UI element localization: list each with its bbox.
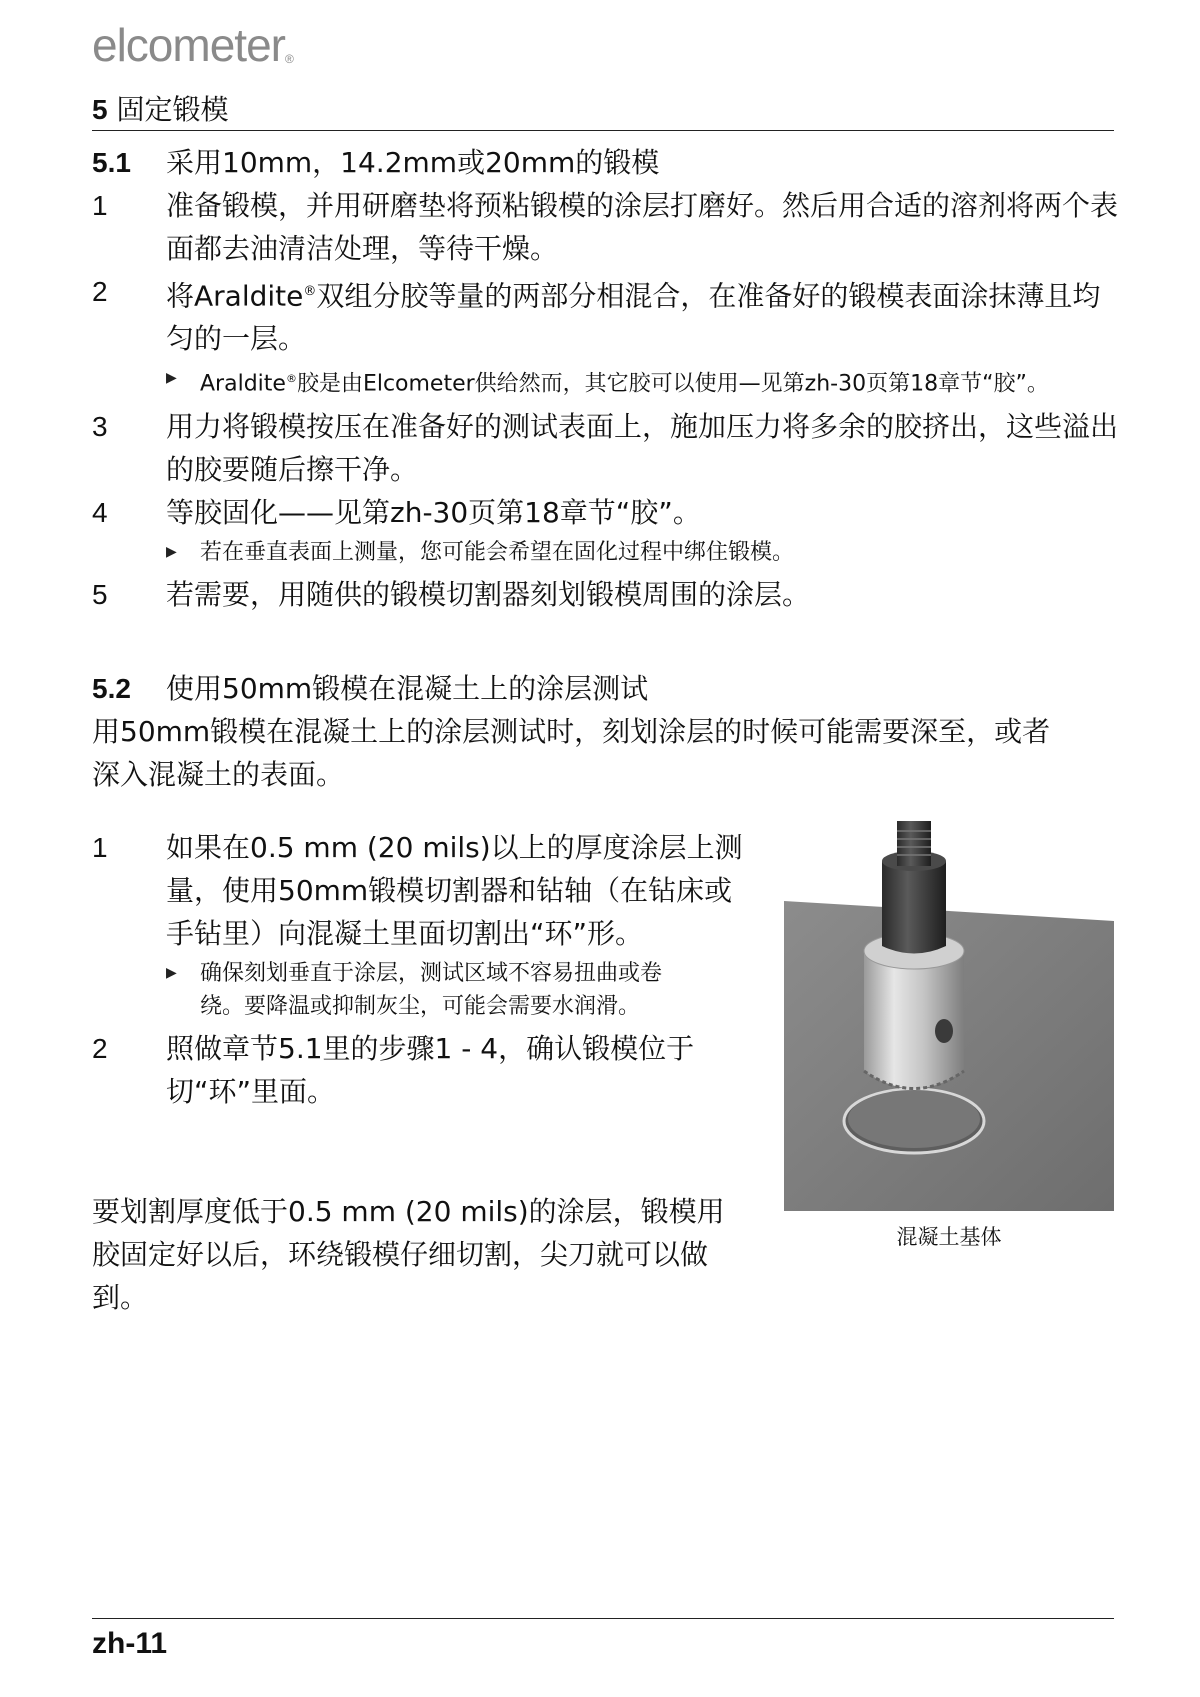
section-title: 使用50mm锻模在混凝土上的涂层测试 bbox=[166, 672, 649, 705]
section-number: 5.1 bbox=[92, 147, 131, 178]
dolly-cutter-figure bbox=[784, 821, 1114, 1251]
step-number: 5 bbox=[92, 578, 108, 610]
section-5-1 bbox=[92, 141, 1122, 616]
concrete-dolly-illustration bbox=[784, 821, 1114, 1211]
step-item bbox=[92, 491, 1122, 534]
page-footer bbox=[92, 1618, 1114, 1661]
section-heading-5-2 bbox=[92, 667, 1122, 710]
chapter-heading bbox=[92, 92, 1114, 131]
step-number: 3 bbox=[92, 410, 108, 442]
step-item bbox=[92, 1027, 752, 1113]
step-item bbox=[92, 184, 1122, 270]
step-item bbox=[92, 405, 1122, 491]
section-intro: 用50mm锻模在混凝土上的涂层测试时，刻划涂层的时候可能需要深至，或者深入混凝土的表面。 bbox=[92, 715, 1051, 791]
step-text: 等胶固化——见第zh-30页第18章节“胶”。 bbox=[166, 495, 701, 529]
page-number: zh-11 bbox=[92, 1627, 168, 1660]
triangle-right-icon: ▶ bbox=[166, 543, 177, 560]
section-5-2 bbox=[92, 667, 1122, 796]
chapter-title: 固定锻模 bbox=[116, 93, 229, 126]
step-note bbox=[166, 536, 1122, 569]
step-text: 将Araldite®双组分胶等量的两部分相混合，在准备好的锻模表面涂抹薄且均匀的一层。 bbox=[166, 279, 1101, 356]
step-number: 2 bbox=[92, 276, 108, 307]
step-text: 用力将锻模按压在准备好的测试表面上，施加压力将多余的胶挤出，这些溢出的胶要随后擦干净。 bbox=[166, 409, 1119, 486]
section-number: 5.2 bbox=[92, 673, 131, 704]
section-5-2-steps bbox=[92, 826, 752, 1113]
step-number: 1 bbox=[92, 832, 108, 863]
triangle-right-icon: ▶ bbox=[166, 370, 177, 387]
step-note bbox=[166, 362, 1122, 400]
note-text: 确保刻划垂直于涂层，测试区域不容易扭曲或卷绕。要降温或抑制灰尘，可能会需要水润滑。 bbox=[200, 961, 663, 1019]
closing-paragraph: 要划割厚度低于0.5 mm (20 mils)的涂层，锻模用胶固定好以后，环绕锻模仔细切割，尖刀就可以做到。 bbox=[92, 1195, 725, 1314]
step-number: 2 bbox=[92, 1033, 108, 1064]
elcometer-logo: elcometer® bbox=[92, 19, 293, 71]
section-title: 采用10mm，14.2mm或20mm的锻模 bbox=[166, 146, 660, 179]
step-note bbox=[166, 957, 686, 1023]
section-heading-5-1 bbox=[92, 141, 1122, 184]
step-item bbox=[92, 573, 1122, 616]
step-text: 照做章节5.1里的步骤1 - 4，确认锻模位于切“环”里面。 bbox=[166, 1032, 695, 1108]
note-text: 若在垂直表面上测量，您可能会希望在固化过程中绑住锻模。 bbox=[200, 539, 795, 565]
note-text: Araldite®胶是由Elcometer供给然而，其它胶可以使用—见第zh-30页第18章节“胶”。 bbox=[200, 371, 1049, 397]
step-item bbox=[92, 826, 752, 955]
figure-caption: 混凝土基体 bbox=[896, 1225, 1002, 1249]
triangle-right-icon: ▶ bbox=[166, 965, 177, 981]
chapter-number: 5 bbox=[92, 94, 108, 125]
step-number: 4 bbox=[92, 496, 108, 528]
step-item bbox=[92, 270, 1122, 360]
step-text: 准备锻模，并用研磨垫将预粘锻模的涂层打磨好。然后用合适的溶剂将两个表面都去油清洁处理，等待干燥。 bbox=[166, 189, 1119, 265]
step-text: 如果在0.5 mm (20 mils)以上的厚度涂层上测量，使用50mm锻模切割器和钻轴（在钻床或手钻里）向混凝土里面切割出“环”形。 bbox=[166, 831, 743, 950]
step-number: 1 bbox=[92, 190, 108, 221]
step-text: 若需要，用随供的锻模切割器刻划锻模周围的涂层。 bbox=[166, 577, 811, 611]
